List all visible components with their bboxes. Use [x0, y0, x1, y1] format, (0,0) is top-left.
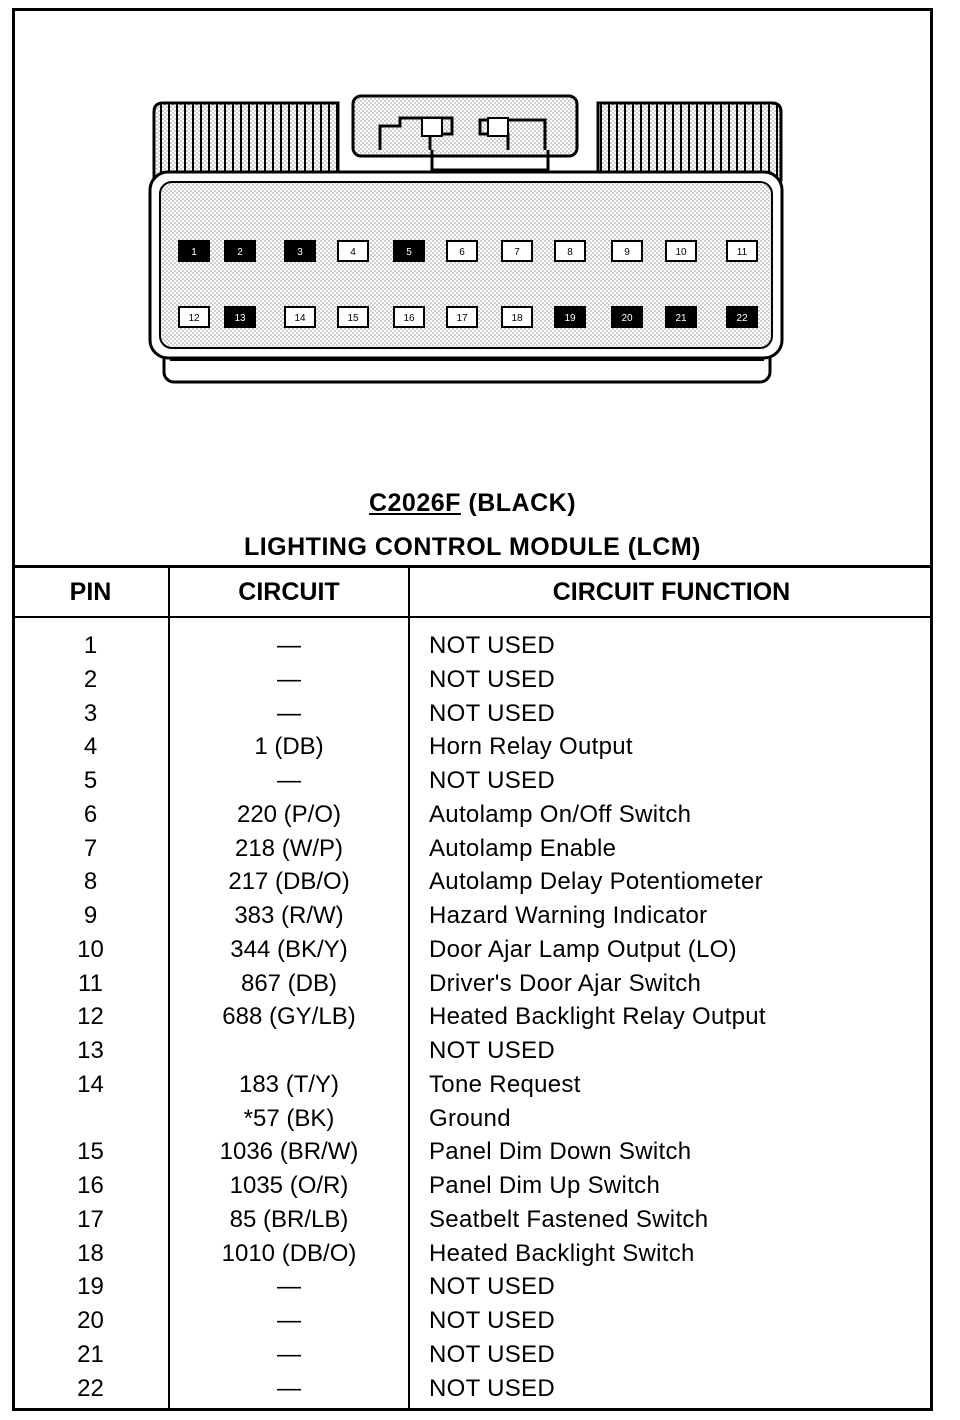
connector-pin-label: 10: [675, 247, 687, 258]
table-row: [12, 899, 933, 933]
function-cell: NOT USED: [429, 1340, 555, 1368]
pin-cell: 6: [83, 800, 98, 828]
function-cell: Seatbelt Fastened Switch: [429, 1205, 709, 1233]
connector-pin-22: [727, 307, 757, 327]
connector-pin-9: [612, 241, 642, 261]
circuit-cell: 218 (W/P): [234, 834, 344, 862]
function-cell: Panel Dim Down Switch: [429, 1138, 692, 1166]
connector-pin-1: [179, 241, 209, 261]
connector-pin-12: [179, 307, 209, 327]
pin-cell: 19: [77, 1273, 104, 1301]
table-row: [12, 1304, 933, 1338]
function-cell: NOT USED: [429, 1307, 555, 1334]
connector-pin-label: 19: [564, 313, 576, 324]
table-row: [12, 730, 933, 764]
connector-pin-label: 9: [624, 247, 630, 258]
function-cell: Heated Backlight Relay Output: [429, 1003, 766, 1031]
pinout-table-body: [12, 629, 933, 1405]
table-row: [12, 1135, 933, 1169]
connector-pin-label: 4: [350, 247, 356, 258]
pin-cell: 20: [77, 1307, 104, 1334]
connector-pin-label: 21: [675, 313, 687, 324]
connector-ribs-right: [598, 103, 781, 180]
connector-pin-label: 1: [191, 247, 197, 258]
connector-pin-20: [612, 307, 642, 327]
pin-cell: 7: [83, 834, 98, 862]
connector-pin-label: 16: [403, 313, 415, 324]
connector-pin-5: [394, 241, 424, 261]
connector-pin-11: [727, 241, 757, 261]
connector-pin-21: [666, 307, 696, 327]
connector-pin-8: [555, 241, 585, 261]
circuit-cell: —: [277, 1340, 301, 1368]
connector-pin-17: [447, 307, 477, 327]
circuit-cell: —: [277, 1307, 301, 1334]
connector-pin-label: 13: [234, 313, 246, 324]
header-circuit: CIRCUIT: [238, 578, 340, 606]
connector-pin-label: 6: [459, 247, 465, 258]
circuit-cell: 1010 (DB/O): [221, 1239, 357, 1267]
circuit-cell: 688 (GY/LB): [222, 1003, 356, 1031]
circuit-cell: 85 (BR/LB): [229, 1205, 349, 1233]
table-top-rule: [12, 565, 933, 568]
table-row: [12, 933, 933, 967]
function-cell: Autolamp Delay Potentiometer: [429, 868, 763, 896]
pin-cell: 12: [77, 1003, 104, 1031]
connector-pin-label: 5: [406, 247, 412, 258]
function-cell: Autolamp On/Off Switch: [429, 800, 692, 828]
function-cell: Driver's Door Ajar Switch: [429, 969, 702, 997]
pin-cell: 22: [77, 1374, 104, 1402]
connector-pin-14: [285, 307, 315, 327]
connector-pin-label: 17: [456, 313, 468, 324]
connector-pin-15: [338, 307, 368, 327]
circuit-cell: 383 (R/W): [234, 902, 344, 929]
pin-cell: 13: [77, 1037, 104, 1064]
circuit-cell: —: [277, 1374, 301, 1402]
connector-pin-label: 7: [514, 247, 520, 258]
connector-latch: [353, 96, 577, 170]
circuit-cell: *57 (BK): [243, 1104, 335, 1132]
connector-ribs-left: [154, 103, 338, 180]
table-row: [12, 697, 933, 731]
circuit-cell: 1 (DB): [254, 733, 324, 761]
connector-pin-label: 22: [736, 313, 748, 324]
table-row: [12, 1000, 933, 1034]
table-row: [12, 1203, 933, 1237]
table-row: [12, 764, 933, 798]
function-cell: NOT USED: [429, 632, 555, 659]
pin-cell: 1: [83, 632, 98, 659]
connector-pin-label: 2: [237, 247, 243, 258]
function-cell: Horn Relay Output: [429, 733, 633, 761]
connector-pin-2: [225, 241, 255, 261]
function-cell: NOT USED: [429, 767, 555, 794]
pin-cell: 16: [77, 1172, 104, 1199]
connector-label: [12, 488, 933, 518]
pin-cell: 9: [83, 902, 98, 929]
circuit-cell: 867 (DB): [240, 969, 338, 997]
pin-cell: 10: [77, 935, 104, 963]
table-row: [12, 1102, 933, 1136]
connector-pin-label: 3: [297, 247, 303, 258]
connector-pin-18: [502, 307, 532, 327]
table-row: [12, 1169, 933, 1203]
table-row: [12, 1068, 933, 1102]
connector-face-diagram: [0, 0, 960, 420]
circuit-cell: 183 (T/Y): [238, 1070, 340, 1098]
table-row: [12, 832, 933, 866]
function-cell: Hazard Warning Indicator: [429, 902, 708, 929]
table-header-rule: [12, 616, 933, 618]
module-name: LIGHTING CONTROL MODULE (LCM): [243, 533, 702, 561]
table-row: [12, 967, 933, 1001]
circuit-cell: —: [277, 699, 301, 727]
function-cell: NOT USED: [429, 1273, 555, 1301]
function-cell: Heated Backlight Switch: [429, 1239, 695, 1267]
connector-id: C2026F: [368, 489, 461, 517]
connector-pin-3: [285, 241, 315, 261]
connector-housing: [150, 172, 782, 382]
function-cell: Tone Request: [429, 1070, 581, 1098]
pin-cell: 3: [83, 699, 98, 727]
circuit-cell: 344 (BK/Y): [230, 935, 348, 963]
connector-pin-10: [666, 241, 696, 261]
function-cell: Door Ajar Lamp Output (LO): [429, 935, 737, 963]
connector-pin-label: 12: [188, 313, 200, 324]
circuit-cell: 1035 (O/R): [229, 1172, 349, 1199]
connector-color: (BLACK): [468, 489, 577, 517]
circuit-cell: —: [277, 632, 301, 659]
function-cell: NOT USED: [429, 699, 555, 727]
connector-pin-16: [394, 307, 424, 327]
connector-pin-4: [338, 241, 368, 261]
pin-cell: 15: [77, 1138, 104, 1166]
pin-cell: 14: [77, 1070, 104, 1098]
table-row: [12, 1338, 933, 1372]
connector-pin-label: 20: [621, 313, 633, 324]
connector-pin-label: 18: [511, 313, 523, 324]
circuit-cell: 220 (P/O): [236, 800, 342, 828]
circuit-cell: —: [277, 767, 301, 794]
header-function: CIRCUIT FUNCTION: [552, 578, 791, 606]
connector-pin-label: 14: [294, 313, 306, 324]
pin-cell: 8: [83, 868, 98, 896]
table-row: [12, 1372, 933, 1406]
pin-cell: 21: [77, 1340, 104, 1368]
circuit-cell: —: [277, 665, 301, 693]
pin-cell: 5: [83, 767, 98, 794]
table-row: [12, 1237, 933, 1271]
table-row: [12, 1034, 933, 1068]
header-pin: PIN: [69, 578, 112, 606]
function-cell: NOT USED: [429, 1037, 555, 1064]
table-row: [12, 629, 933, 663]
connector-pin-19: [555, 307, 585, 327]
connector-pin-6: [447, 241, 477, 261]
pin-cell: 4: [83, 733, 98, 761]
circuit-cell: 1036 (BR/W): [219, 1138, 359, 1166]
function-cell: Ground: [429, 1104, 511, 1132]
connector-title-block: [12, 488, 933, 562]
circuit-cell: 217 (DB/O): [228, 868, 350, 896]
circuit-cell: —: [277, 1273, 301, 1301]
connector-pin-7: [502, 241, 532, 261]
connector-pin-13: [225, 307, 255, 327]
pin-cell: 17: [77, 1205, 104, 1233]
function-cell: NOT USED: [429, 1374, 555, 1402]
table-row: [12, 865, 933, 899]
table-row: [12, 1270, 933, 1304]
table-row: [12, 663, 933, 697]
pin-cell: 2: [83, 665, 98, 693]
pin-cell: 11: [78, 969, 103, 997]
table-row: [12, 798, 933, 832]
function-cell: NOT USED: [429, 665, 555, 693]
function-cell: Panel Dim Up Switch: [429, 1172, 661, 1199]
connector-pin-label: 11: [736, 247, 748, 258]
function-cell: Autolamp Enable: [429, 834, 617, 862]
connector-pin-label: 8: [567, 247, 573, 258]
connector-pin-label: 15: [347, 313, 359, 324]
pin-cell: 18: [77, 1239, 104, 1267]
